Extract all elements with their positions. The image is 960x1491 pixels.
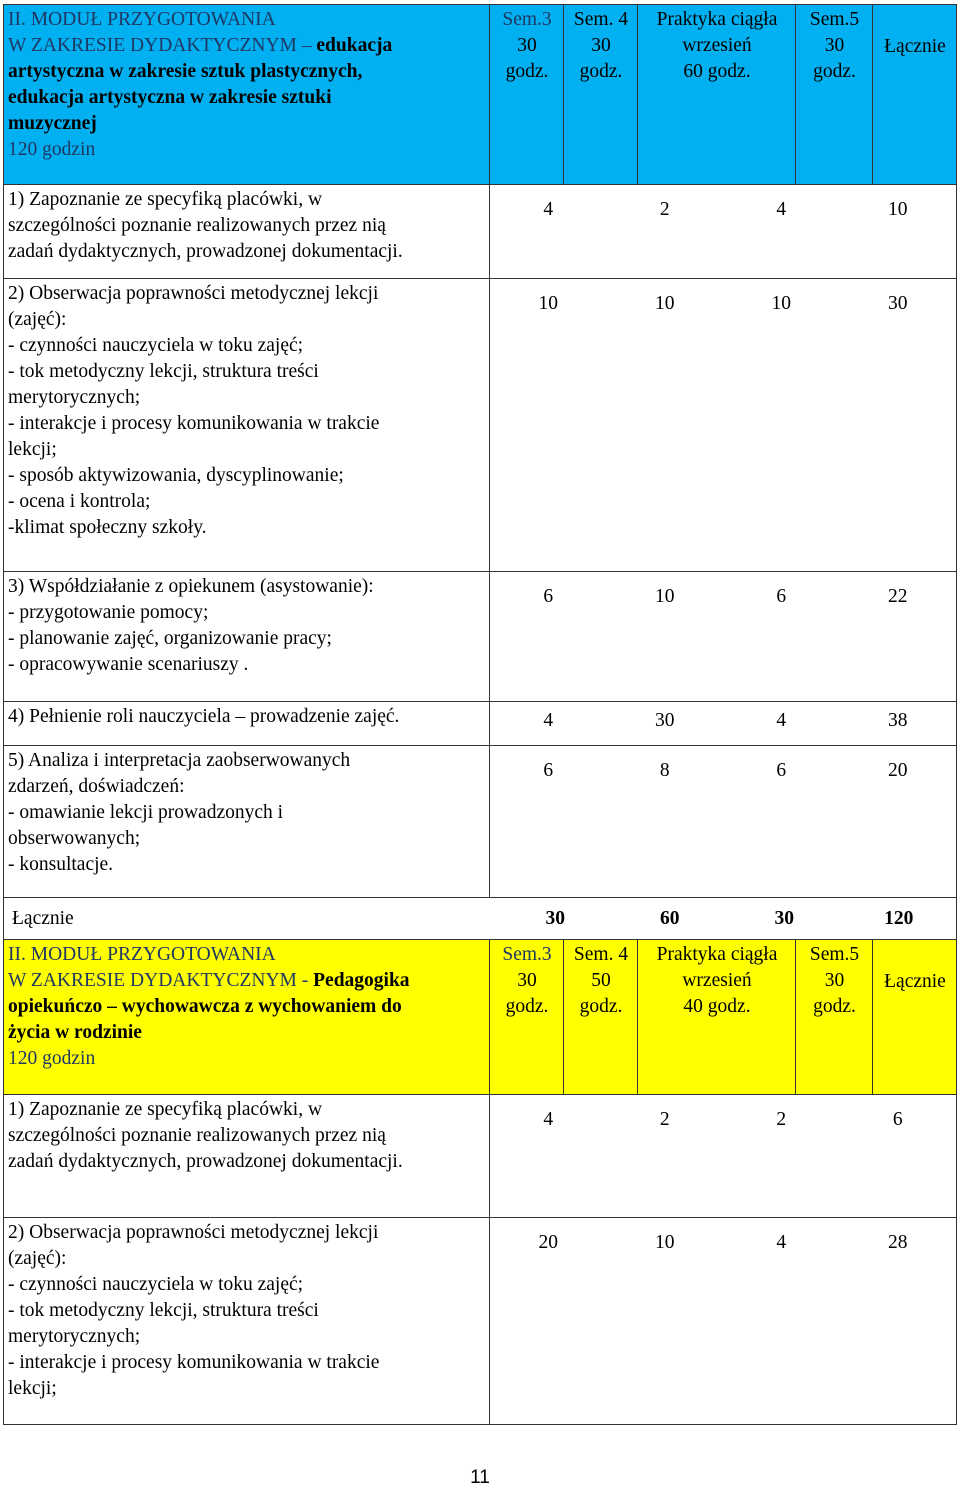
row-description: 5) Analiza i interpretacja zaobserwowanych zdarzeń, doświadczeń: - omawianie lekcji prowadzonych i obserwowanych; - konsultacje.: [4, 746, 490, 898]
page-number: 11: [470, 1467, 490, 1488]
col-header-sem4: Sem. 4 50 godz.: [564, 940, 638, 1095]
total-sem3: 30: [545, 908, 565, 929]
module1-title-cell: [4, 5, 490, 185]
totals-cell: [4, 898, 957, 940]
totals-row: [4, 898, 957, 940]
row-values: [490, 185, 957, 279]
module1-title-bold: muzycznej: [8, 113, 97, 134]
col-header-sem4: Sem. 4 30 godz.: [564, 5, 638, 185]
value-sem5: 4: [776, 199, 787, 220]
table-row: [4, 279, 957, 572]
module1-title-line: II. MODUŁ PRZYGOTOWANIA: [8, 9, 276, 30]
module2-title-line: II. MODUŁ PRZYGOTOWANIA: [8, 944, 276, 965]
value-practice: 2: [659, 199, 670, 220]
row-description: 2) Obserwacja poprawności metodycznej lekcji (zajęć): - czynności nauczyciela w toku zajęć; - tok metodyczny lekcji, struktura treści merytorycznych; - interakcje i procesy komunikowania w trakcie lekcji; - sposób aktywizowania, dyscyplinowanie; - ocena i kontrola; -klimat społeczny szkoły.: [4, 279, 490, 572]
table-row: [4, 1218, 957, 1425]
col-header-sem3: Sem.3 30 godz.: [490, 5, 564, 185]
row-values: 10 10 10 30: [490, 279, 957, 572]
totals-label: Łącznie: [12, 908, 74, 929]
module1-hours: 120 godzin: [8, 139, 96, 160]
col-header-total: Łącznie: [873, 5, 957, 185]
col-header-practice: Praktyka ciągła wrzesień 60 godz.: [638, 5, 796, 185]
module1-title-bold: edukacja: [316, 35, 393, 56]
module2-title-cell: [4, 940, 490, 1095]
module2-header-row: [4, 940, 957, 1095]
table-row: [4, 702, 957, 746]
col-header-sem5: Sem.5 30 godz.: [796, 940, 873, 1095]
module2-title-line: W ZAKRESIE DYDAKTYCZNYM -: [8, 970, 314, 991]
table-row: [4, 1095, 957, 1218]
module1-header-row: [4, 5, 957, 185]
module1-title-bold: edukacja artystyczna w zakresie sztuki: [8, 87, 332, 108]
total-overall: 120: [884, 908, 914, 929]
module1-title-bold: artystyczna w zakresie sztuk plastycznych,: [8, 61, 363, 82]
total-sem5: 30: [774, 908, 794, 929]
col-header-sem3: Sem.3 30 godz.: [490, 940, 564, 1095]
row-values: 6 8 6 20: [490, 746, 957, 898]
row-description: 2) Obserwacja poprawności metodycznej lekcji (zajęć): - czynności nauczyciela w toku zajęć; - tok metodyczny lekcji, struktura treści merytorycznych; - interakcje i procesy komunikowania w trakcie lekcji;: [4, 1218, 490, 1425]
value-sem3: 4: [543, 199, 554, 220]
col-header-sem5: Sem.5 30 godz.: [796, 5, 873, 185]
row-description: 3) Współdziałanie z opiekunem (asystowanie): - przygotowanie pomocy; - planowanie zajęć, organizowanie pracy; - opracowywanie scenariuszy .: [4, 572, 490, 702]
practice-plan-table: [3, 4, 957, 1425]
row-description: 1) Zapoznanie ze specyfiką placówki, w szczególności poznanie realizowanych przez nią zadań dydaktycznych, prowadzonej dokumentacji.: [4, 185, 490, 279]
table-row: [4, 746, 957, 898]
col-header-total: Łącznie: [873, 940, 957, 1095]
total-practice: 60: [660, 908, 680, 929]
row-values: 4 2 2 6: [490, 1095, 957, 1218]
row-description: 1) Zapoznanie ze specyfiką placówki, w szczególności poznanie realizowanych przez nią zadań dydaktycznych, prowadzonej dokumentacji.: [4, 1095, 490, 1218]
module2-title-bold: Pedagogika: [313, 970, 410, 991]
module2-title-bold: opiekuńczo – wychowawcza z wychowaniem do: [8, 996, 402, 1017]
module1-title-line: W ZAKRESIE DYDAKTYCZNYM –: [8, 35, 317, 56]
value-total: 10: [888, 199, 908, 220]
table-row: [4, 185, 957, 279]
module2-hours: 120 godzin: [8, 1048, 96, 1069]
col-header-practice: Praktyka ciągła wrzesień 40 godz.: [638, 940, 796, 1095]
table-row: [4, 572, 957, 702]
row-values: 20 10 4 28: [490, 1218, 957, 1425]
module2-title-bold: życia w rodzinie: [8, 1022, 142, 1043]
row-values: 6 10 6 22: [490, 572, 957, 702]
row-values: 4 30 4 38: [490, 702, 957, 746]
row-description: 4) Pełnienie roli nauczyciela – prowadzenie zajęć.: [4, 702, 490, 746]
